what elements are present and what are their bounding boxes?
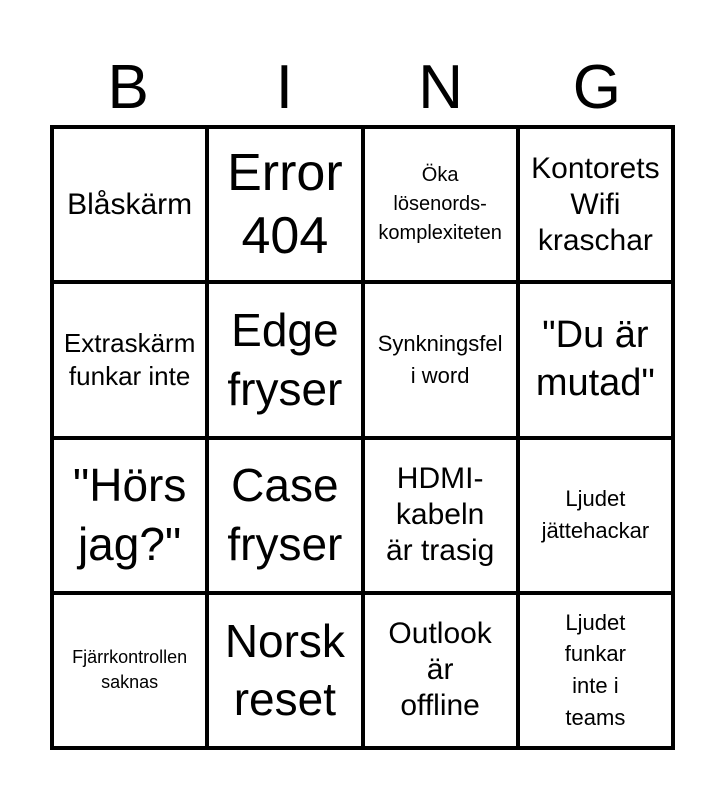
cell-text: Ljudet bbox=[565, 486, 626, 512]
cell-text: lösenords- bbox=[393, 193, 487, 216]
bingo-cell[interactable] bbox=[207, 282, 362, 437]
cell-text: funkar bbox=[564, 641, 626, 667]
cell-text: funkar inte bbox=[68, 360, 191, 391]
cell-text: komplexiteten bbox=[378, 222, 502, 245]
bingo-cell[interactable] bbox=[518, 438, 673, 593]
cell-text: Öka bbox=[421, 164, 459, 187]
bingo-cell[interactable] bbox=[207, 593, 362, 748]
cell-text: saknas bbox=[101, 672, 159, 693]
bingo-cell[interactable] bbox=[363, 438, 518, 593]
bingo-cell[interactable] bbox=[363, 282, 518, 437]
cell-text: jättehackar bbox=[541, 518, 650, 544]
cell-text: teams bbox=[565, 705, 626, 731]
bingo-cell[interactable] bbox=[52, 438, 207, 593]
cell-text: Blåskärm bbox=[67, 187, 193, 221]
cell-text: är trasig bbox=[385, 534, 495, 568]
header-letter-g: G bbox=[572, 53, 621, 122]
cell-text: fryser bbox=[227, 362, 343, 415]
cell-text: Edge bbox=[231, 304, 339, 356]
bingo-cell[interactable] bbox=[207, 438, 362, 593]
cell-text: "Hörs bbox=[72, 459, 187, 512]
bingo-cell[interactable] bbox=[518, 593, 673, 748]
cell-text: fryser bbox=[227, 518, 343, 571]
header-letter-n: N bbox=[418, 53, 464, 122]
bingo-grid bbox=[50, 125, 675, 750]
cell-text: 404 bbox=[241, 206, 329, 265]
cell-text: inte i bbox=[572, 673, 619, 699]
bingo-cell[interactable] bbox=[518, 127, 673, 282]
cell-text: jag?" bbox=[77, 518, 182, 571]
cell-text: i word bbox=[410, 362, 470, 388]
bingo-cell[interactable] bbox=[52, 282, 207, 437]
cell-text: Fjärrkontrollen bbox=[72, 647, 188, 668]
cell-text: kabeln bbox=[395, 498, 485, 532]
cell-text: "Du är bbox=[542, 314, 649, 357]
cell-text: offline bbox=[400, 689, 480, 723]
bingo-cell[interactable] bbox=[52, 127, 207, 282]
bingo-cell[interactable] bbox=[207, 127, 362, 282]
cell-text: Outlook bbox=[388, 617, 492, 651]
cell-text: Wifi bbox=[570, 187, 621, 221]
bingo-header bbox=[50, 52, 675, 124]
cell-text: Norsk bbox=[224, 614, 345, 667]
cell-text: Ljudet bbox=[565, 609, 626, 635]
cell-text: reset bbox=[233, 673, 336, 726]
header-letter-b: B bbox=[107, 53, 149, 122]
cell-text: Synkningsfel bbox=[377, 330, 503, 356]
cell-text: Extraskärm bbox=[63, 328, 196, 359]
bingo-cell[interactable] bbox=[52, 593, 207, 748]
cell-text: kraschar bbox=[537, 223, 653, 257]
cell-text: Error bbox=[227, 144, 343, 203]
cell-text: Case bbox=[231, 459, 339, 512]
cell-text: HDMI- bbox=[396, 462, 484, 496]
bingo-cell[interactable] bbox=[518, 282, 673, 437]
bingo-cell[interactable] bbox=[363, 593, 518, 748]
cell-text: är bbox=[426, 653, 454, 687]
bingo-cell[interactable] bbox=[363, 127, 518, 282]
header-letter-i: I bbox=[275, 53, 293, 122]
cell-text: mutad" bbox=[535, 361, 655, 404]
cell-text: Kontorets bbox=[531, 151, 660, 185]
